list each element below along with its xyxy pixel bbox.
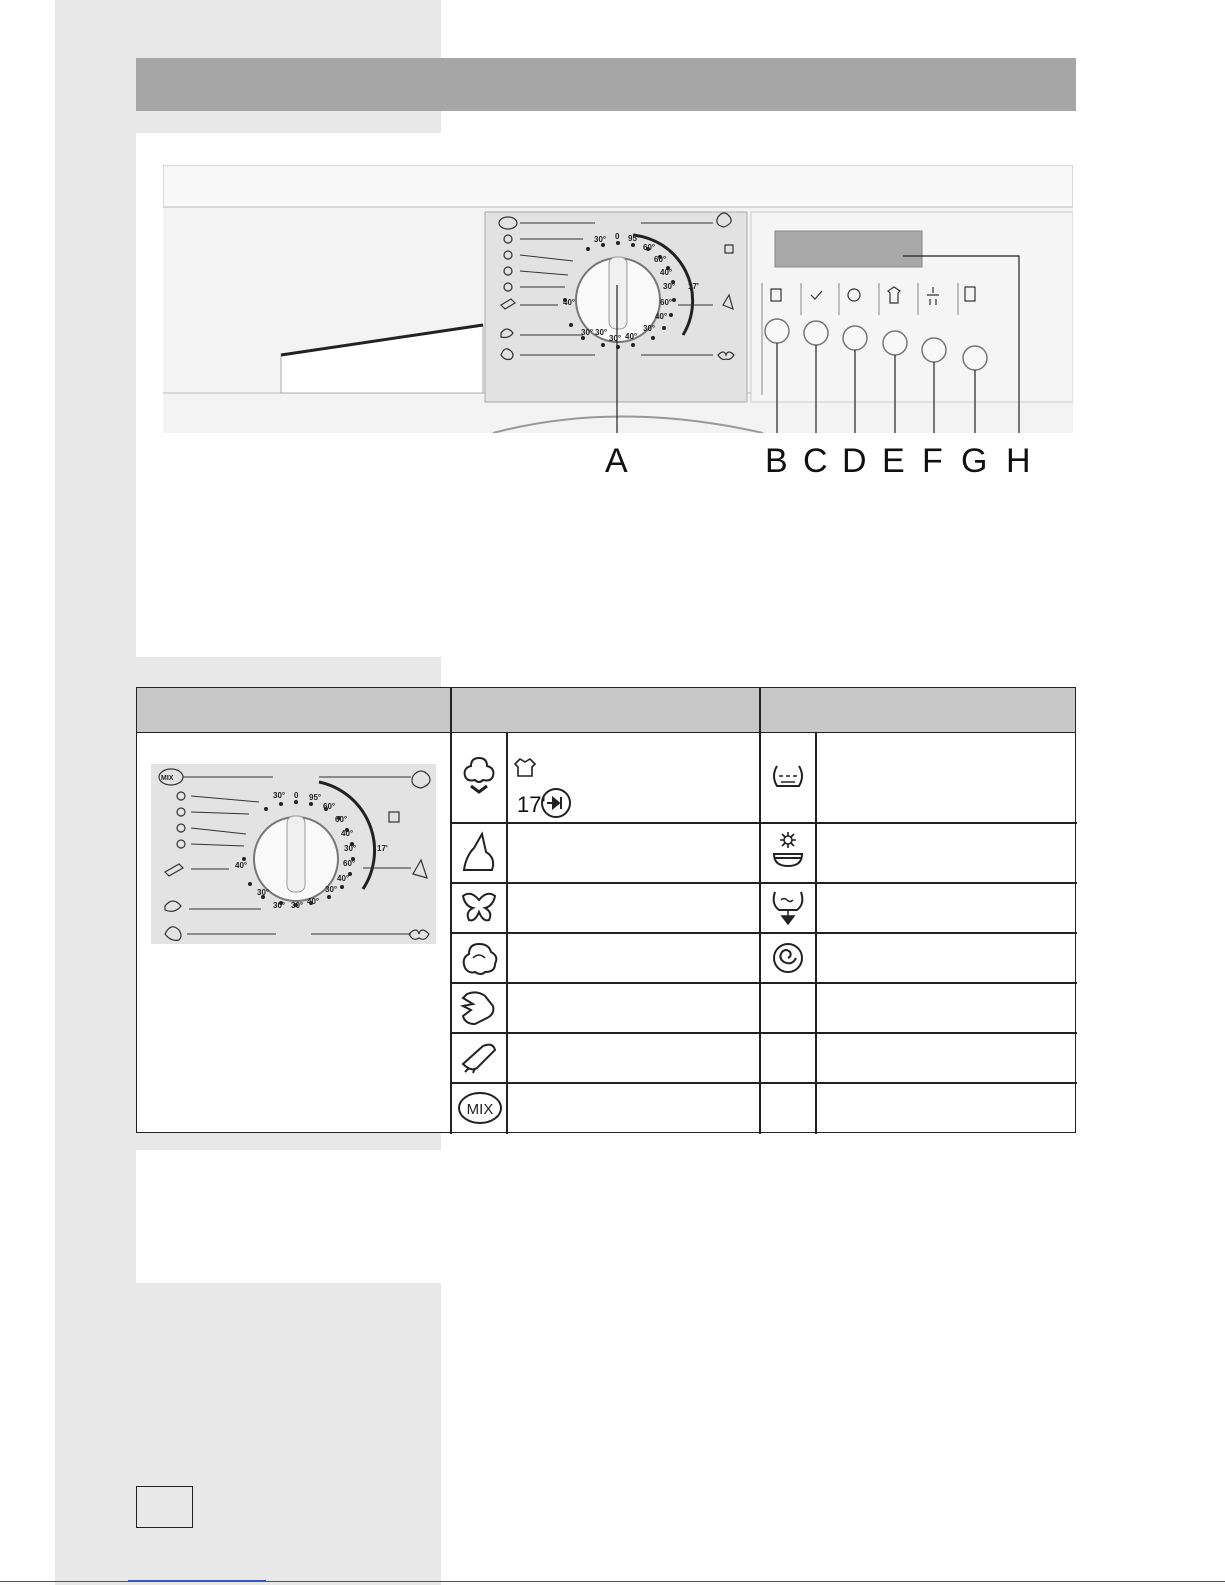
callout-f: F [922, 442, 943, 480]
dial-temp-label: 30° [581, 328, 594, 337]
thumb-label: 30° [257, 888, 270, 897]
dial-temp-label: 30° [609, 334, 622, 343]
quick-wash-icon [539, 786, 573, 820]
table-header-cell-2 [452, 688, 760, 733]
delicates-icon [459, 890, 499, 924]
thumb-label: 95° [309, 793, 322, 802]
page-number-box [136, 1486, 193, 1528]
dial-temp-label: 60° [643, 243, 656, 252]
thumb-label: 30° [273, 901, 286, 910]
section-header-bar [136, 58, 1076, 111]
thumb-label: 40° [337, 874, 350, 883]
thumb-label: 60° [335, 815, 348, 824]
softener-icon [770, 828, 806, 870]
thumb-label: 0 [294, 791, 299, 800]
callout-g: G [961, 442, 988, 480]
cotton-icon [458, 754, 500, 796]
dial-temp-label: 60° [654, 255, 667, 264]
dial-temp-label: 40° [655, 312, 668, 321]
callout-h: H [1006, 442, 1031, 480]
programme-table [136, 687, 1076, 1133]
dial-temp-label: 40° [563, 298, 576, 307]
callout-e: E [882, 442, 905, 480]
handwash-icon [459, 988, 499, 1026]
thumb-label: 40° [235, 861, 248, 870]
dial-thumbnail [151, 764, 436, 944]
quick-wash-label: 17' [517, 792, 546, 817]
content-area-bottom [136, 1150, 441, 1283]
callout-c: C [803, 442, 828, 480]
mix-icon [457, 1090, 503, 1126]
callout-letters [0, 442, 1225, 482]
callout-b: B [765, 442, 788, 480]
thumb-label: 40° [307, 897, 320, 906]
dial-temp-label: 30° [663, 282, 676, 291]
spin-icon [770, 940, 806, 976]
dial-temp-label: 60° [660, 298, 673, 307]
thumb-label: 60° [343, 859, 356, 868]
thumb-label: 30° [344, 844, 357, 853]
dial-temp-label: 40° [625, 332, 638, 341]
callout-d: D [842, 442, 867, 480]
thumb-label: 30° [273, 791, 286, 800]
drain-icon [769, 888, 807, 928]
callout-a: A [605, 442, 628, 480]
thumb-mix-label: MIX [161, 775, 174, 782]
dial-quick-label: 17' [688, 282, 699, 291]
sports-shoe-icon [459, 1038, 499, 1076]
dial-temp-label: 30° [643, 324, 656, 333]
table-header-cell-3 [761, 688, 1075, 733]
control-panel-illustration [163, 165, 1073, 433]
thumb-label: 30° [325, 885, 338, 894]
synthetics-icon [459, 830, 499, 874]
thumb-label: 17' [377, 844, 388, 853]
wool-icon [459, 938, 499, 976]
rinse-icon [769, 760, 807, 792]
dial-temp-label: 0 [615, 232, 620, 241]
thumb-label: 30° [291, 901, 304, 910]
thumb-label: 60° [323, 802, 336, 811]
thumb-label: 40° [341, 829, 354, 838]
shirt-icon [514, 756, 536, 778]
table-header-cell-1 [137, 688, 451, 733]
footer-link[interactable] [128, 1580, 266, 1582]
dial-temp-label: 30° [594, 235, 607, 244]
mix-icon-label: MIX [466, 1101, 494, 1118]
dial-temp-label: 40° [660, 268, 673, 277]
dial-temp-label: 30° [595, 328, 608, 337]
dial-temp-label: 95° [628, 234, 641, 243]
